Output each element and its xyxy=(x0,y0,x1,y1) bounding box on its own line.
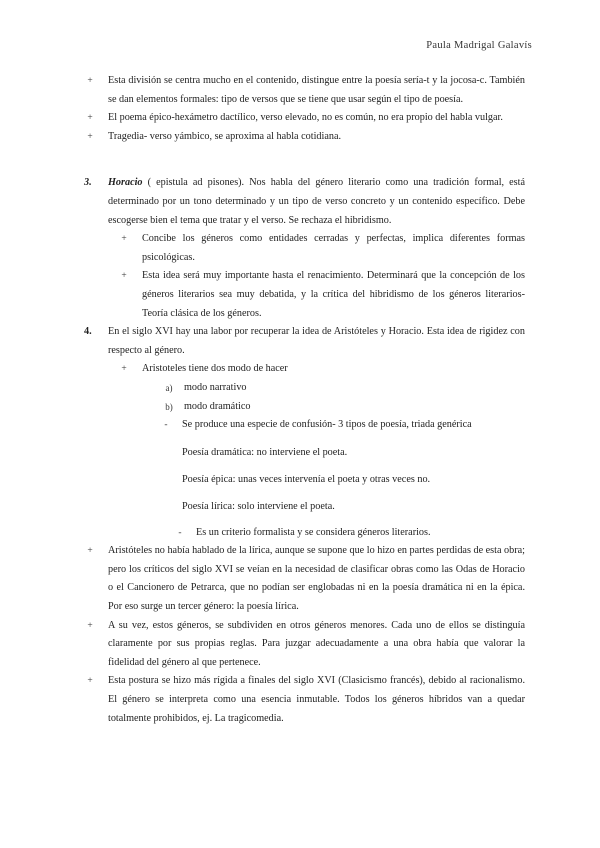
section-3 xyxy=(84,174,525,230)
dash-marker: - xyxy=(164,420,168,431)
list-item xyxy=(87,617,525,673)
list-item-mode xyxy=(165,398,525,417)
mode-label: b) xyxy=(165,401,173,412)
document-body xyxy=(84,72,525,728)
bullet-text: Esta postura se hizo más rígida a finales del siglo XVI (Clasicismo francés), debido al racionalismo. El género se interpreta como una esencia inmutable. Todos los géneros híbridos van a quedar totalmente prohibidos, ej. La tragicomedia. xyxy=(108,675,525,724)
bullet-marker: + xyxy=(87,76,93,86)
bullet-marker: + xyxy=(87,620,93,631)
dash-marker: - xyxy=(178,527,182,538)
list-item xyxy=(87,128,525,147)
poetry-type: Poesía dramática: no interviene el poeta. xyxy=(182,446,348,458)
bullet-text: El poema épico-hexámetro dactílico, verso elevado, no es común, no era propio del habla vulgar. xyxy=(108,112,503,124)
list-item xyxy=(121,267,525,323)
list-item-mode xyxy=(165,379,525,398)
list-item xyxy=(87,72,525,109)
list-item xyxy=(87,542,525,616)
list-item xyxy=(121,360,525,379)
bullet-text: Tragedia- verso yámbico, se aproxima al habla cotidiana. xyxy=(108,130,342,142)
bullet-marker: + xyxy=(87,546,93,557)
section-text: En el siglo XVI hay una labor por recuperar la idea de Aristóteles y Horacio. Esta idea de rigidez con respecto al género. xyxy=(108,326,525,356)
bullet-marker: + xyxy=(121,271,127,282)
bullet-text: A su vez, estos géneros, se subdividen en otros géneros menores. Cada uno de ellos se distinguía claramente por sus propias reglas. Para juzgar adecuadamente a una obra había que valorar la fidelidad del género al que pertenece. xyxy=(108,619,525,668)
list-item xyxy=(87,672,525,728)
poetry-type: Poesía lírica: solo interviene el poeta. xyxy=(182,500,335,512)
mode-text: modo dramático xyxy=(184,400,251,412)
bullet-text: Aristoteles tiene dos modo de hacer xyxy=(142,363,288,375)
poetry-type: Poesía épica: unas veces intervenía el poeta y otras veces no. xyxy=(182,473,431,485)
section-number: 4. xyxy=(84,326,92,338)
bullet-text: Aristóteles no había hablado de la lírica, aunque se supone que lo hizo en partes perdidas de esta obra; pero los críticos del siglo XVI se veían en la necesidad de clasificar obras como las Odas de Horacio o el Cancionero de Petrarca, que no podían ser englobadas ni en la poesía dramática ni en la épica. Por eso surge un tercer género: la poesía lírica. xyxy=(108,545,525,613)
bullet-marker: + xyxy=(87,131,93,142)
section-title: Horacio xyxy=(108,177,143,189)
bullet-marker: + xyxy=(121,234,127,245)
section-number: 3. xyxy=(84,177,92,189)
bullet-marker: + xyxy=(121,364,127,375)
list-item xyxy=(87,109,525,128)
bullet-text: Concibe los géneros como entidades cerradas y perfectas, implica diferentes formas psicológicas. xyxy=(142,233,525,263)
bullet-marker: + xyxy=(87,113,93,124)
dash-text: Es un criterio formalista y se considera géneros literarios. xyxy=(196,526,431,538)
list-item-dash xyxy=(178,524,525,543)
section-4 xyxy=(84,323,525,360)
list-item-dash xyxy=(164,416,525,435)
bullet-text: Esta división se centra mucho en el contenido, distingue entre la poesía sería-t y la jocosa-c. También se dan elementos formales: tipo de versos que se tiene que usar según el tipo de poesía. xyxy=(108,75,525,105)
bullet-marker: + xyxy=(87,676,93,687)
page-header-author: Paula Madrigal Galavís xyxy=(426,40,532,51)
dash-text: Se produce una especie de confusión- 3 tipos de poesía, triada genérica xyxy=(182,419,472,431)
section-text: ( epistula ad pisones). Nos habla del género literario como una tradición formal, está determinado por un tono determinado y un tipo de verso concreto y un contenido específico. Debe escogerse bien el tema que tratar y el verso. Se rechaza el hibridismo. xyxy=(108,177,525,226)
list-item xyxy=(121,230,525,267)
mode-label: a) xyxy=(165,382,173,393)
mode-text: modo narrativo xyxy=(184,381,247,393)
bullet-text: Esta idea será muy importante hasta el renacimiento. Determinará que la concepción de los géneros literarios sea muy debatida, y la crítica del hibridismo de los géneros literarios- Teoría clásica de los géneros. xyxy=(142,270,525,319)
